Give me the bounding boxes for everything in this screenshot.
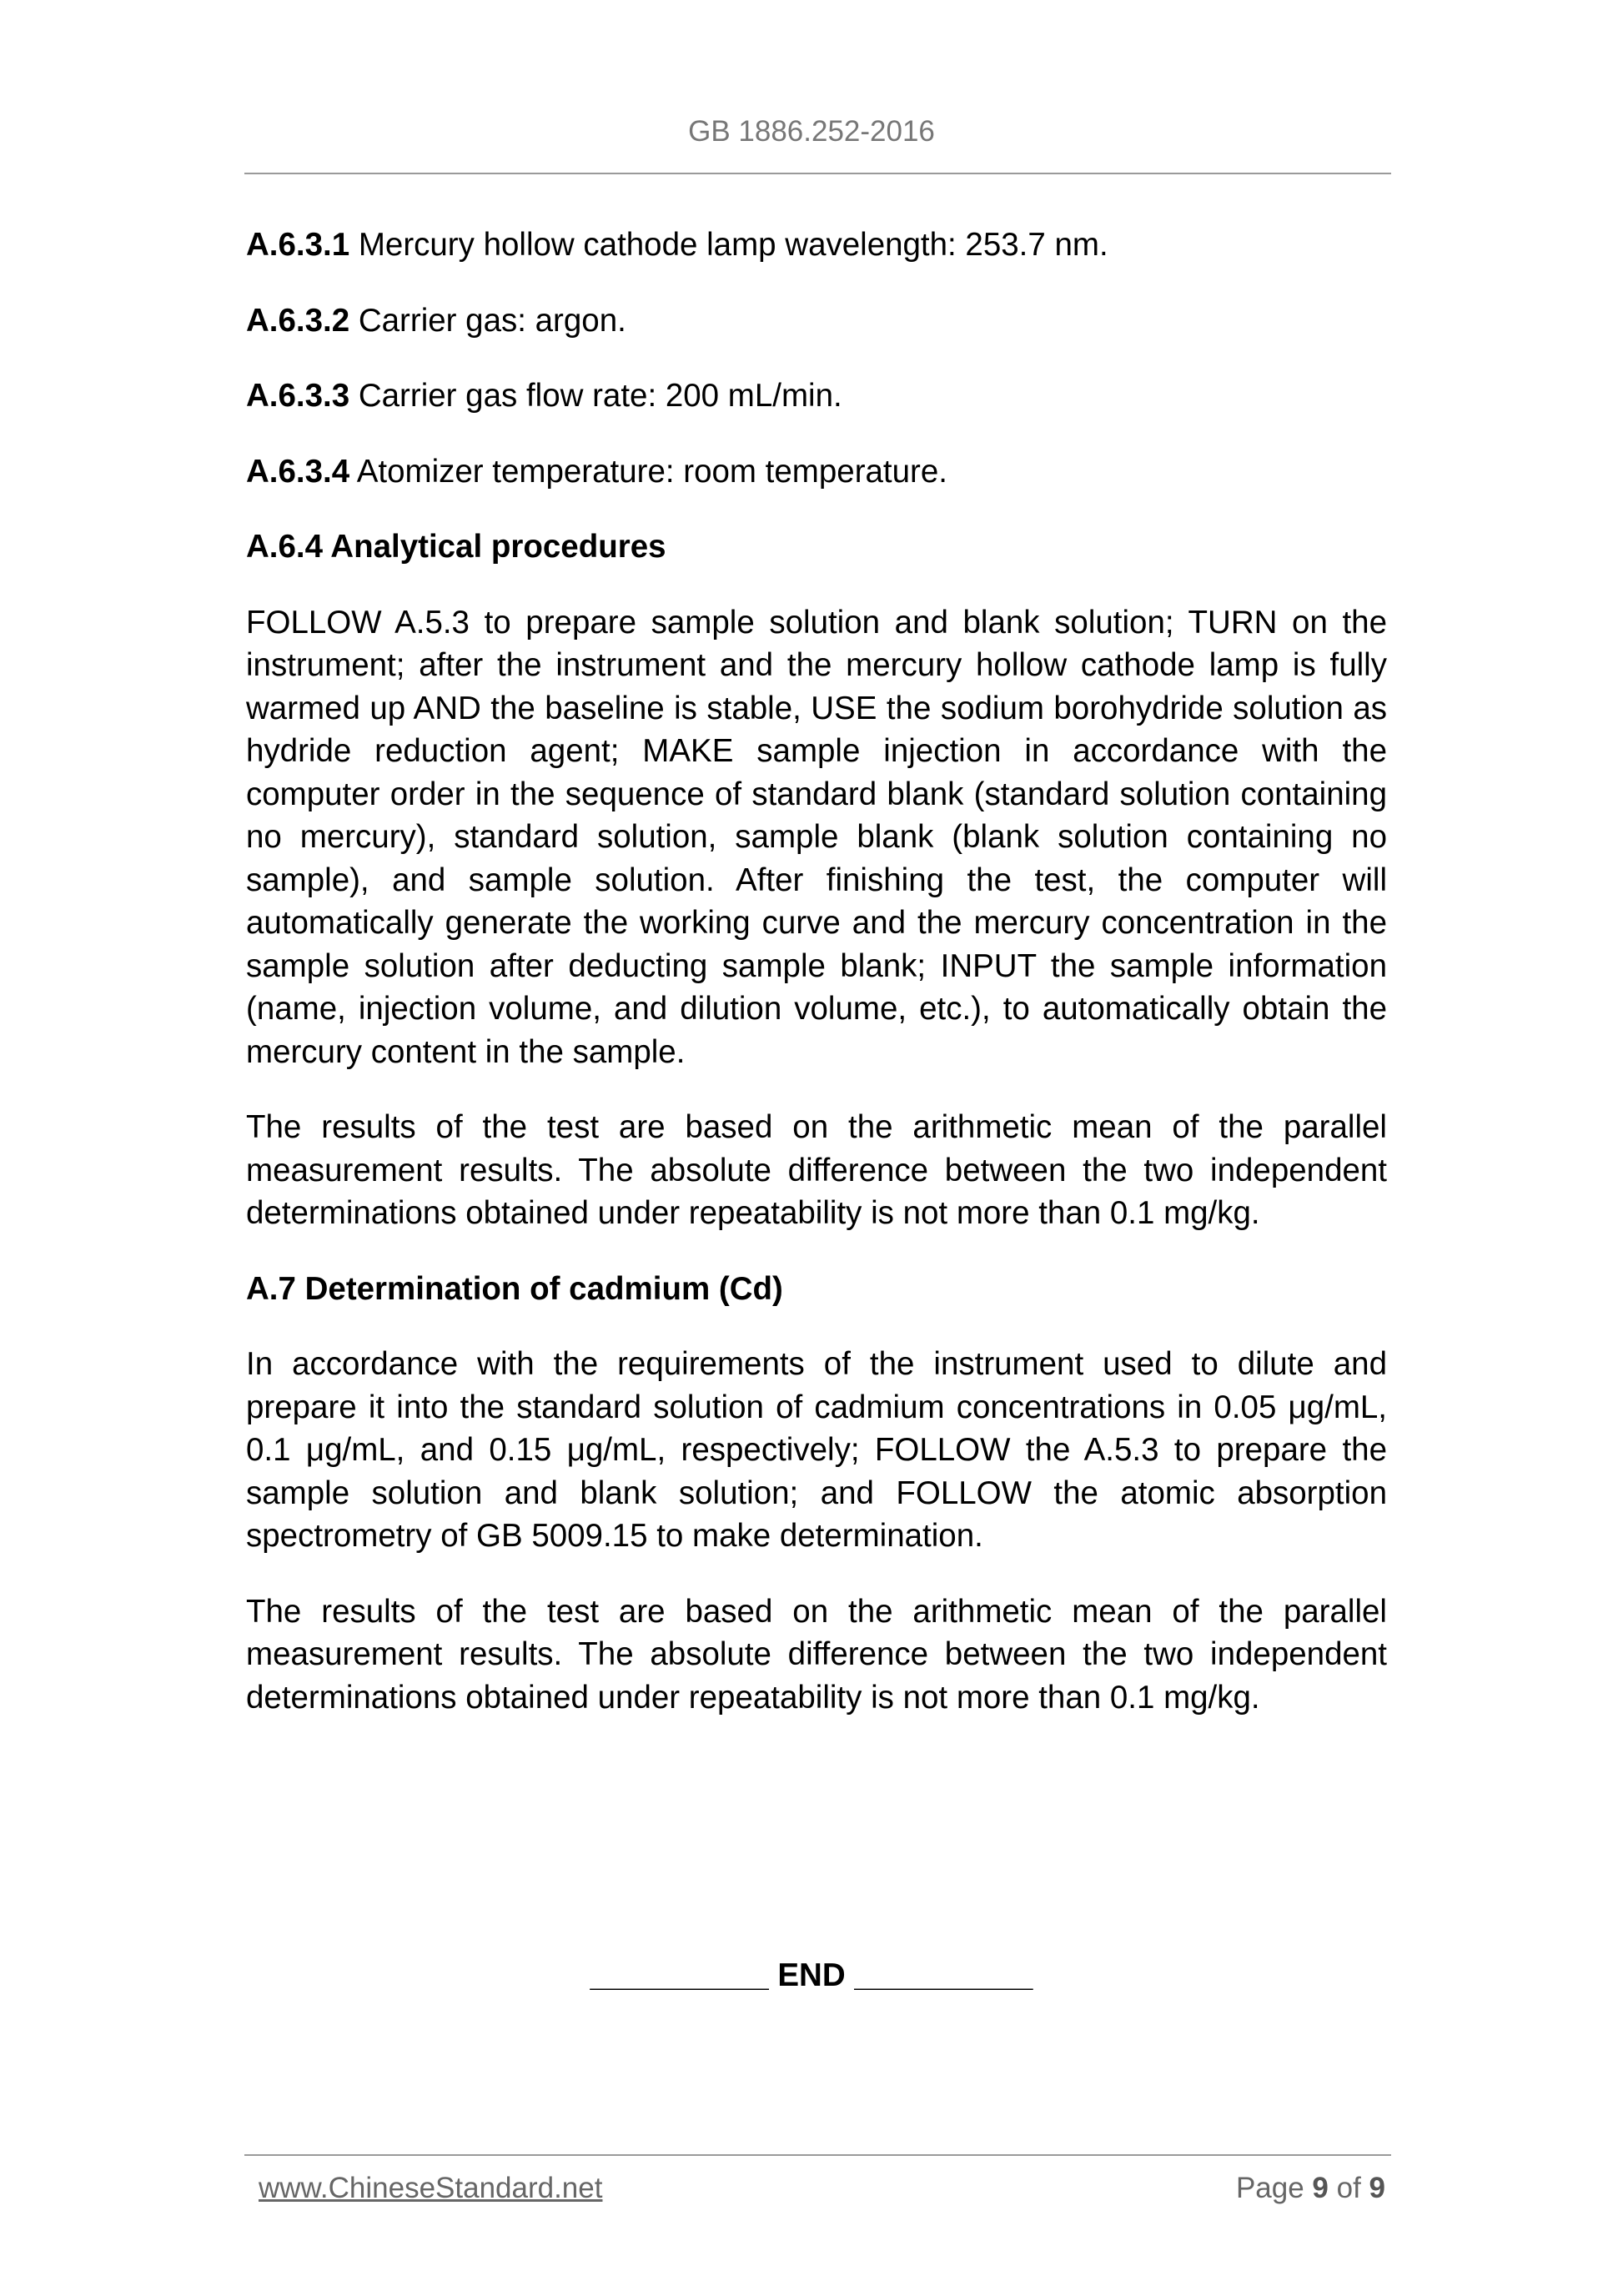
page-prefix: Page: [1235, 2172, 1313, 2204]
paragraph-analytical-procedures: FOLLOW A.5.3 to prepare sample solution and blank solution; TURN on the instrument; after the instrument and the mercury hollow cathode lamp is fully warmed up AND the baseline is stable, USE the sodium borohydride solution as hydride reduction agent; MAKE sample injection in accordance with the computer order in the sequence of standard blank (standard solution containing no mercury), standard solution, sample blank (blank solution containing no sample), and sample solution. After finishing the test, the computer will automatically generate the working curve and the mercury concentration in the sample solution after deducting sample blank; INPUT the sample information (name, injection volume, and dilution volume, etc.), to automatically obtain the mercury content in the sample.: [246, 604, 1387, 1070]
section-heading-a7: A.7 Determination of cadmium (Cd): [246, 1270, 783, 1307]
footer-divider: [244, 2154, 1391, 2156]
header-divider: [244, 173, 1391, 174]
item-number: A.6.3.1: [246, 227, 350, 263]
page-current: 9: [1312, 2172, 1329, 2204]
item-a633: [246, 374, 1387, 418]
item-a631: [246, 224, 1387, 267]
page-header-standard-code: GB 1886.252-2016: [688, 115, 935, 148]
paragraph-results-cadmium: The results of the test are based on the arithmetic mean of the parallel measurement results. The absolute difference between the two independent determinations obtained under repeatability is not more than 0.1 mg/kg.: [246, 1593, 1387, 1716]
item-number: A.6.3.2: [246, 302, 350, 339]
section-heading-a64: A.6.4 Analytical procedures: [246, 529, 666, 565]
page-total: 9: [1369, 2172, 1385, 2204]
item-a634: [246, 450, 1387, 494]
item-text: Carrier gas flow rate: 200 mL/min.: [349, 378, 842, 414]
page-of: of: [1328, 2172, 1369, 2204]
document-body: [246, 224, 1387, 1751]
item-a632: [246, 299, 1387, 343]
paragraph-cadmium-procedure: In accordance with the requirements of the instrument used to dilute and prepare it into the standard solution of cadmium concentrations in 0.05 μg/mL, 0.1 μg/mL, and 0.15 μg/mL, respectively; FOLLOW the A.5.3 to prepare the sample solution and blank solution; and FOLLOW the atomic absorption spectrometry of GB 5009.15 to make determination.: [246, 1346, 1387, 1554]
footer-website-link[interactable]: www.ChineseStandard.net: [259, 2172, 603, 2204]
item-text: Atomizer temperature: room temperature.: [349, 453, 947, 490]
item-text: Carrier gas: argon.: [349, 302, 626, 339]
item-number: A.6.3.4: [246, 453, 350, 490]
item-number: A.6.3.3: [246, 378, 350, 414]
paragraph-results-mercury: The results of the test are based on the arithmetic mean of the parallel measurement results. The absolute difference between the two independent determinations obtained under repeatability is not more than 0.1 mg/kg.: [246, 1109, 1387, 1231]
footer-page-number: [1236, 2172, 1385, 2205]
item-text: Mercury hollow cathode lamp wavelength: 253.7 nm.: [349, 227, 1108, 263]
end-mark: __________ END __________: [590, 1957, 1033, 1993]
